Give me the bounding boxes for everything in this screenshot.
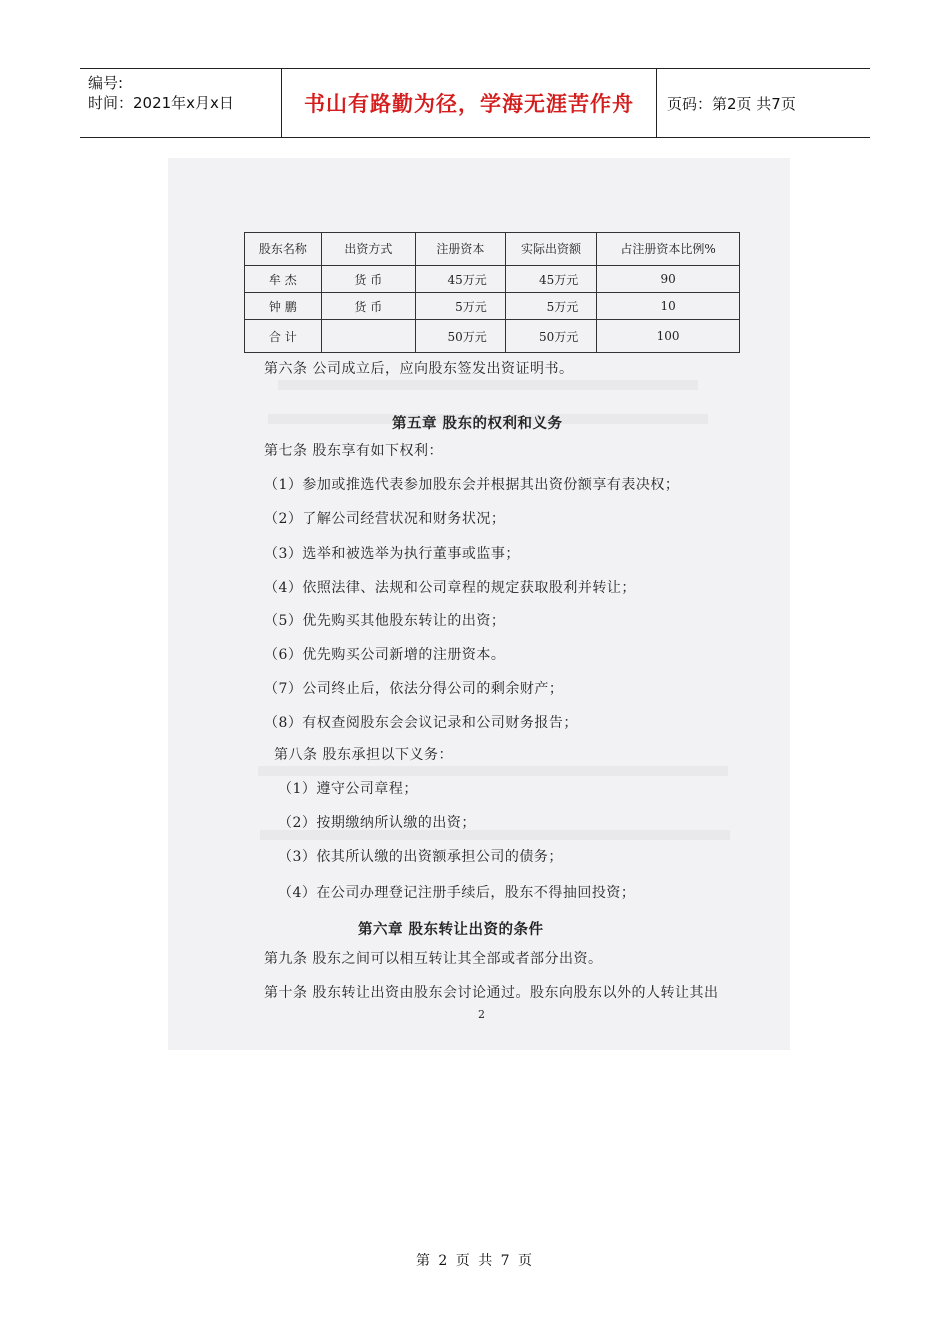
chapter-5-heading: 第五章 股东的权利和义务 bbox=[392, 415, 563, 432]
table-header: 股东名称 bbox=[245, 233, 322, 266]
table-header: 注册资本 bbox=[416, 233, 506, 266]
table-cell: 5万元 bbox=[416, 293, 506, 320]
number-label: 编号: bbox=[88, 74, 124, 92]
header-info bbox=[80, 69, 282, 137]
table-cell: 10 bbox=[597, 293, 740, 320]
header-page-label: 页码：第2页 共7页 bbox=[667, 94, 796, 113]
list-item: （3）选举和被选举为执行董事或监事； bbox=[264, 546, 520, 562]
table-cell: 50万元 bbox=[416, 320, 506, 353]
header-motto: 书山有路勤为径，学海无涯苦作舟 bbox=[282, 69, 657, 137]
article-6: 第六条 公司成立后，应向股东签发出资证明书。 bbox=[264, 361, 574, 377]
table-cell: 钟 鹏 bbox=[245, 293, 322, 320]
chapter-6-heading: 第六章 股东转让出资的条件 bbox=[358, 921, 544, 938]
table-cell: 合 计 bbox=[245, 320, 322, 353]
scanned-page bbox=[168, 158, 790, 1050]
table-cell: 45万元 bbox=[505, 266, 597, 293]
table-cell: 货 币 bbox=[321, 266, 415, 293]
page-header bbox=[80, 68, 870, 138]
list-item: （8）有权查阅股东会会议记录和公司财务报告； bbox=[264, 715, 578, 731]
list-item: （5）优先购买其他股东转让的出资； bbox=[264, 613, 506, 629]
table-cell: 100 bbox=[597, 320, 740, 353]
shareholder-table bbox=[244, 232, 740, 353]
list-item: （3）依其所认缴的出资额承担公司的债务； bbox=[278, 849, 563, 865]
article-9: 第九条 股东之间可以相互转让其全部或者部分出资。 bbox=[264, 951, 603, 967]
table-header: 实际出资额 bbox=[505, 233, 597, 266]
article-7: 第七条 股东享有如下权利： bbox=[264, 443, 443, 459]
table-cell: 90 bbox=[597, 266, 740, 293]
list-item: （6）优先购买公司新增的注册资本。 bbox=[264, 647, 506, 663]
article-8: 第八条 股东承担以下义务： bbox=[274, 747, 453, 763]
list-item: （2）了解公司经营状况和财务状况； bbox=[264, 511, 506, 527]
table-row bbox=[245, 320, 740, 353]
article-10: 第十条 股东转让出资由股东会讨论通过。股东向股东以外的人转让其出 bbox=[264, 985, 719, 1001]
table-row bbox=[245, 266, 740, 293]
list-item: （2）按期缴纳所认缴的出资； bbox=[278, 815, 476, 831]
table-cell: 50万元 bbox=[505, 320, 597, 353]
table-cell: 5万元 bbox=[505, 293, 597, 320]
table-header: 出资方式 bbox=[321, 233, 415, 266]
bleed-through-mark bbox=[278, 380, 698, 390]
list-item: （4）依照法律、法规和公司章程的规定获取股利并转让； bbox=[264, 580, 636, 596]
bleed-through-mark bbox=[258, 766, 728, 776]
table-header-row bbox=[245, 233, 740, 266]
table-header: 占注册资本比例% bbox=[597, 233, 740, 266]
table-row bbox=[245, 293, 740, 320]
list-item: （1）遵守公司章程； bbox=[278, 781, 418, 797]
table-cell: 货 币 bbox=[321, 293, 415, 320]
table-cell: 45万元 bbox=[416, 266, 506, 293]
time-label: 时间：2021年x月x日 bbox=[88, 94, 234, 112]
page-footer: 第 2 页 共 7 页 bbox=[415, 1253, 535, 1269]
list-item: （4）在公司办理登记注册手续后，股东不得抽回投资； bbox=[278, 885, 636, 901]
table-cell bbox=[321, 320, 415, 353]
table-cell: 牟 杰 bbox=[245, 266, 322, 293]
list-item: （7）公司终止后，依法分得公司的剩余财产； bbox=[264, 681, 564, 697]
list-item: （1）参加或推选代表参加股东会并根据其出资份额享有表决权； bbox=[264, 477, 680, 493]
scan-page-number: 2 bbox=[478, 1008, 485, 1021]
